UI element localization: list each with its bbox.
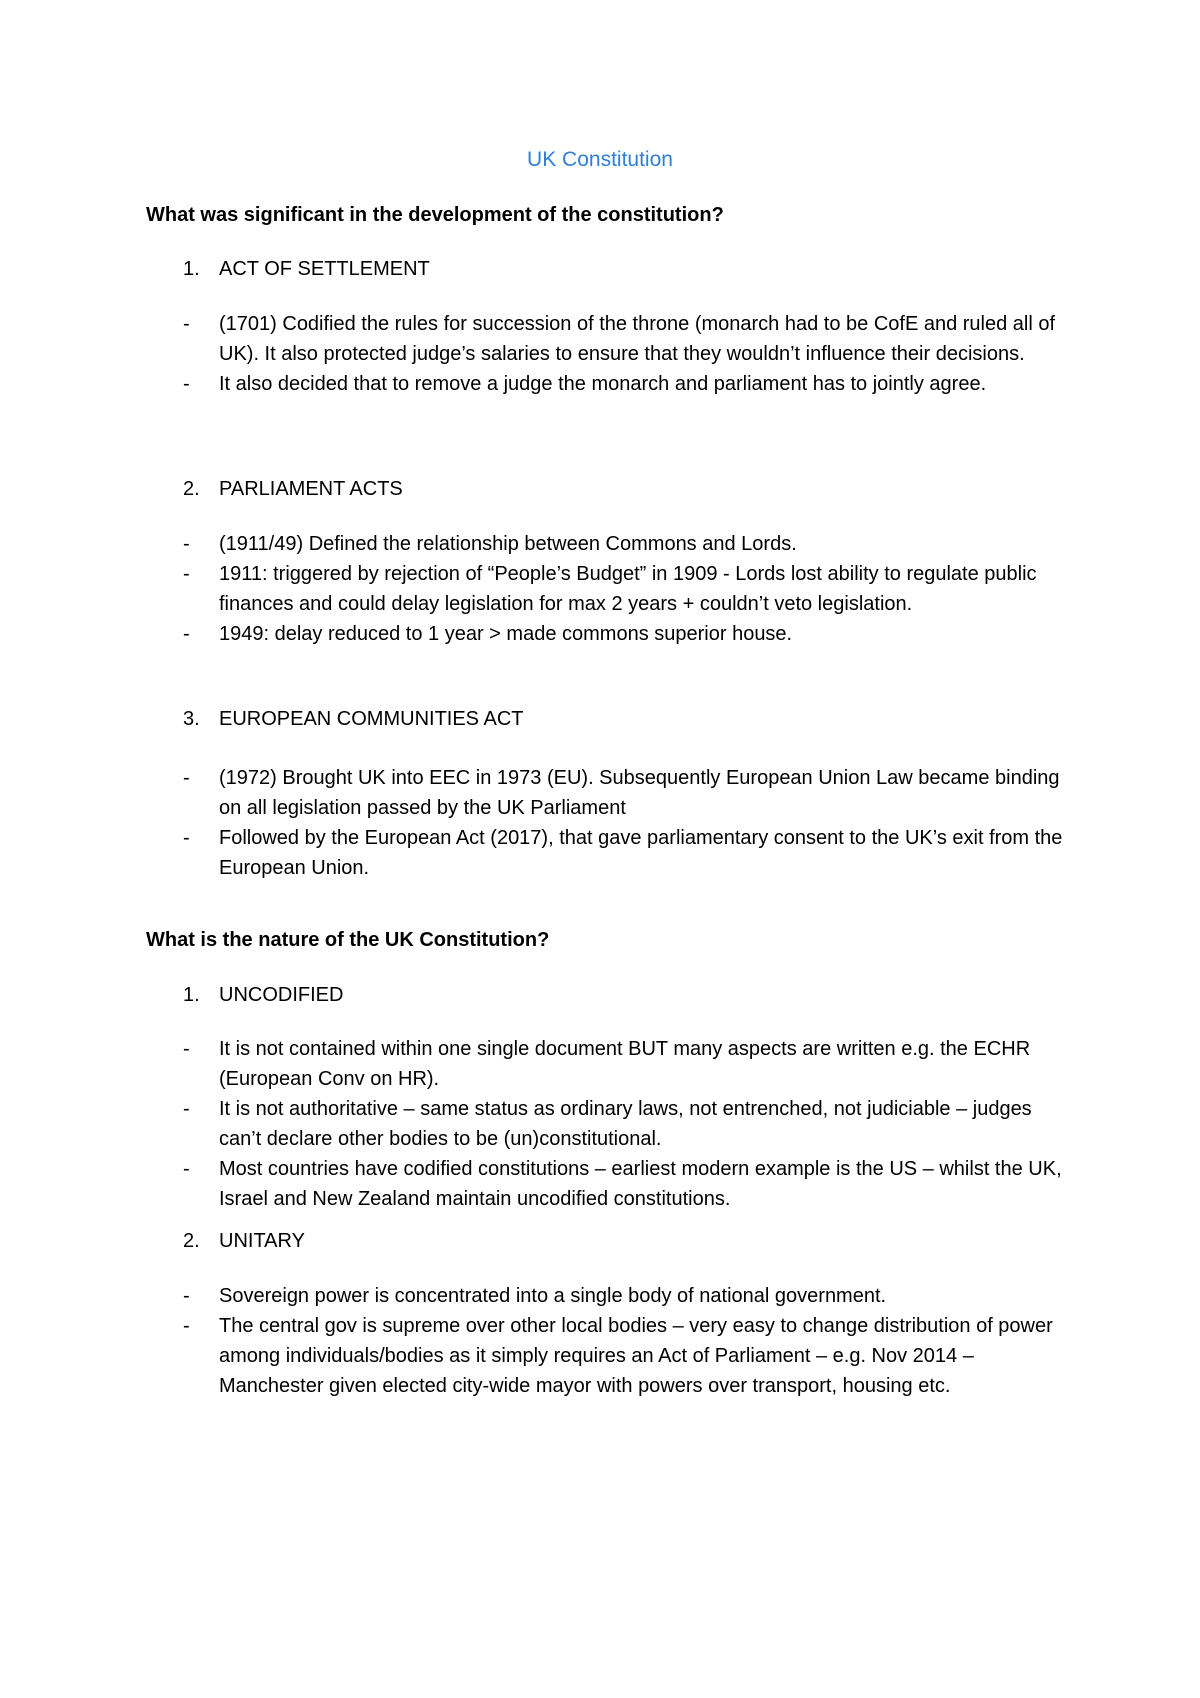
bullet-marker: - (183, 313, 190, 335)
bullet-item (183, 1281, 1063, 1311)
bullet-marker: - (183, 1158, 190, 1180)
bullet-marker: - (183, 1315, 190, 1337)
item-label: UNITARY (219, 1230, 305, 1252)
numbered-item (183, 256, 1083, 282)
item-label: EUROPEAN COMMUNITIES ACT (219, 708, 524, 730)
bullet-marker: - (183, 827, 190, 849)
bullet-list (183, 1281, 1063, 1401)
bullet-marker: - (183, 563, 190, 585)
bullet-list (183, 763, 1063, 883)
bullet-item (183, 763, 1063, 823)
numbered-item (183, 982, 1083, 1008)
bullet-text: (1911/49) Defined the relationship between Commons and Lords. (219, 533, 797, 555)
bullet-marker: - (183, 373, 190, 395)
item-label: ACT OF SETTLEMENT (219, 258, 430, 280)
item-number: 1. (183, 258, 200, 280)
bullet-list (183, 309, 1063, 399)
bullet-text: Most countries have codified constitutions – earliest modern example is the US – whilst the UK, Israel and New Zealand maintain uncodified constitutions. (219, 1158, 1062, 1210)
item-number: 1. (183, 984, 200, 1006)
bullet-marker: - (183, 533, 190, 555)
bullet-item (183, 1154, 1063, 1214)
item-number: 3. (183, 708, 200, 730)
item-number: 2. (183, 478, 200, 500)
item-number: 2. (183, 1230, 200, 1252)
bullet-item (183, 1094, 1063, 1154)
bullet-marker: - (183, 1285, 190, 1307)
bullet-marker: - (183, 767, 190, 789)
section-heading: What is the nature of the UK Constitution? (146, 929, 550, 951)
bullet-item (183, 369, 1063, 399)
item-label: PARLIAMENT ACTS (219, 478, 403, 500)
bullet-text: It is not contained within one single document BUT many aspects are written e.g. the ECHR (European Conv on HR). (219, 1038, 1031, 1090)
numbered-item (183, 1228, 1083, 1254)
bullet-text: 1949: delay reduced to 1 year > made commons superior house. (219, 623, 793, 645)
bullet-item (183, 1034, 1063, 1094)
bullet-text: Followed by the European Act (2017), that gave parliamentary consent to the UK’s exit from the European Union. (219, 827, 1063, 879)
document-title: UK Constitution (527, 148, 673, 171)
bullet-item (183, 619, 1063, 649)
bullet-item (183, 1311, 1063, 1401)
bullet-text: 1911: triggered by rejection of “People’s Budget” in 1909 - Lords lost ability to regulate public finances and could delay legislation for max 2 years + couldn’t veto legislation. (219, 563, 1037, 615)
numbered-item (183, 706, 1083, 732)
bullet-text: The central gov is supreme over other local bodies – very easy to change distribution of power among individuals/bodies as it simply requires an Act of Parliament – e.g. Nov 2014 – Manchester given elected city-wide mayor with powers over transport, housing etc. (219, 1315, 1053, 1397)
bullet-item (183, 823, 1063, 883)
item-label: UNCODIFIED (219, 984, 344, 1006)
bullet-list (183, 1034, 1063, 1214)
bullet-marker: - (183, 1038, 190, 1060)
bullet-marker: - (183, 623, 190, 645)
section-heading: What was significant in the development of the constitution? (146, 204, 724, 226)
bullet-text: Sovereign power is concentrated into a single body of national government. (219, 1285, 887, 1307)
bullet-text: (1701) Codified the rules for succession of the throne (monarch had to be CofE and ruled all of UK). It also protected judge’s salaries to ensure that they wouldn’t influence their decisions. (219, 313, 1056, 365)
bullet-marker: - (183, 1098, 190, 1120)
numbered-item (183, 476, 1083, 502)
bullet-text: It is not authoritative – same status as ordinary laws, not entrenched, not judiciable – judges can’t declare other bodies to be (un)constitutional. (219, 1098, 1032, 1150)
bullet-item (183, 559, 1063, 619)
bullet-text: (1972) Brought UK into EEC in 1973 (EU). Subsequently European Union Law became binding on all legislation passed by the UK Parliament (219, 767, 1060, 819)
bullet-item (183, 529, 1063, 559)
bullet-list (183, 529, 1063, 649)
bullet-item (183, 309, 1063, 369)
bullet-text: It also decided that to remove a judge the monarch and parliament has to jointly agree. (219, 373, 987, 395)
